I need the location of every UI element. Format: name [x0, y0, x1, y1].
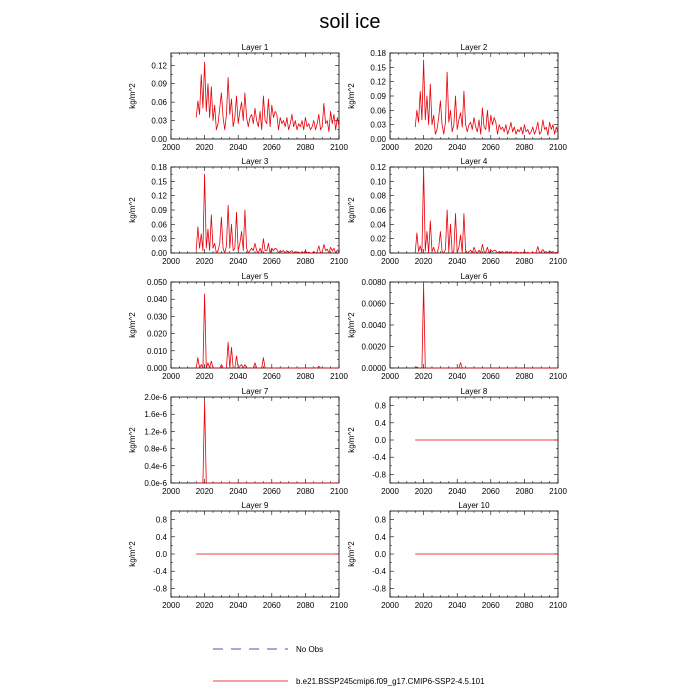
y-tick-label: 2.0e-6 — [144, 393, 167, 402]
y-axis-label: kg/m^2 — [347, 541, 356, 567]
x-tick-label: 2080 — [515, 143, 534, 152]
x-tick-label: 2080 — [515, 487, 534, 496]
panel-title: Layer 10 — [458, 501, 490, 510]
y-tick-label: 0.15 — [151, 177, 167, 187]
x-tick-label: 2060 — [262, 143, 281, 152]
y-tick-label: 0.09 — [151, 79, 167, 89]
plot-frame — [171, 167, 339, 253]
y-tick-label: 0.18 — [370, 49, 386, 58]
y-tick-label: 0.00 — [370, 249, 386, 258]
x-tick-label: 2000 — [381, 143, 399, 152]
series-line-model — [415, 60, 558, 135]
x-tick-label: 2000 — [162, 257, 180, 266]
y-axis-label: kg/m^2 — [347, 312, 356, 338]
series-line-model — [196, 174, 339, 253]
x-tick-label: 2000 — [381, 372, 399, 381]
x-tick-label: 2000 — [162, 143, 180, 152]
legend-model-label: b.e21.BSSP245cmip6.f09_g17.CMIP6-SSP2-4.5.101 — [296, 677, 485, 686]
y-tick-label: 0.010 — [146, 346, 167, 356]
y-tick-label: 0.4e-6 — [144, 461, 167, 471]
x-tick-label: 2100 — [330, 143, 348, 152]
plot-frame — [171, 282, 339, 368]
y-tick-label: 0.00 — [151, 135, 167, 144]
x-tick-label: 2000 — [162, 487, 180, 496]
x-tick-label: 2080 — [296, 143, 315, 152]
y-tick-label: 0.04 — [370, 220, 386, 230]
panel-layer-2 — [347, 43, 567, 152]
x-tick-label: 2080 — [515, 257, 534, 266]
y-tick-label: 1.6e-6 — [144, 410, 167, 420]
y-tick-label: 0.06 — [370, 206, 386, 215]
x-tick-label: 2060 — [262, 487, 281, 496]
x-tick-label: 2040 — [229, 601, 248, 610]
x-tick-label: 2040 — [448, 143, 467, 152]
x-tick-label: 2040 — [448, 257, 467, 266]
y-tick-label: 0.4 — [374, 418, 386, 428]
y-tick-label: 0.8e-6 — [144, 444, 167, 454]
y-tick-label: 0.0060 — [361, 299, 386, 309]
y-tick-label: -0.4 — [153, 567, 167, 577]
y-axis-label: kg/m^2 — [347, 197, 356, 223]
panel-title: Layer 7 — [241, 387, 269, 396]
x-tick-label: 2060 — [481, 257, 500, 266]
y-tick-label: 0.06 — [370, 106, 386, 116]
x-tick-label: 2020 — [414, 487, 433, 496]
y-tick-label: 0.12 — [151, 191, 167, 201]
legend-obs-label: No Obs — [296, 645, 324, 654]
plot-frame — [171, 397, 339, 483]
x-tick-label: 2060 — [481, 601, 500, 610]
y-tick-label: 0.00 — [151, 249, 167, 258]
y-tick-label: 0.09 — [151, 206, 167, 215]
x-tick-label: 2040 — [229, 257, 248, 266]
x-tick-label: 2020 — [414, 143, 433, 152]
y-tick-label: 0.040 — [146, 295, 167, 305]
x-tick-label: 2040 — [448, 487, 467, 496]
panel-title: Layer 9 — [241, 501, 269, 510]
x-tick-label: 2020 — [195, 257, 214, 266]
y-tick-label: 0.050 — [146, 278, 167, 287]
figure-title: soil ice — [319, 11, 381, 33]
y-tick-label: 0.18 — [151, 163, 167, 172]
panel-title: Layer 6 — [460, 272, 488, 281]
series-line-model — [196, 401, 339, 483]
y-tick-label: 0.0 — [374, 436, 386, 445]
y-axis-label: kg/m^2 — [347, 83, 356, 109]
x-tick-label: 2060 — [262, 257, 281, 266]
y-tick-label: 0.020 — [146, 329, 167, 339]
x-tick-label: 2000 — [381, 257, 399, 266]
x-tick-label: 2100 — [549, 601, 567, 610]
y-tick-label: 0.06 — [151, 220, 167, 230]
x-tick-label: 2060 — [481, 487, 500, 496]
x-tick-label: 2080 — [296, 257, 315, 266]
x-tick-label: 2100 — [330, 487, 348, 496]
x-tick-label: 2060 — [262, 372, 281, 381]
y-tick-label: 0.12 — [151, 61, 167, 71]
y-tick-label: 0.8 — [374, 401, 386, 411]
panel-layer-7 — [128, 387, 348, 496]
x-tick-label: 2040 — [448, 601, 467, 610]
x-tick-label: 2020 — [195, 601, 214, 610]
x-tick-label: 2080 — [515, 601, 534, 610]
panel-layer-5 — [128, 272, 348, 381]
panel-title: Layer 8 — [460, 387, 488, 396]
panel-title: Layer 2 — [460, 43, 488, 52]
x-tick-label: 2100 — [549, 487, 567, 496]
panel-layer-8 — [347, 387, 567, 496]
y-tick-label: 0.0e-6 — [144, 479, 167, 488]
y-tick-label: 0.0 — [374, 550, 386, 559]
y-tick-label: 0.8 — [374, 515, 386, 525]
y-tick-label: 0.10 — [370, 177, 386, 187]
y-axis-label: kg/m^2 — [347, 427, 356, 453]
x-tick-label: 2080 — [515, 372, 534, 381]
y-tick-label: -0.8 — [372, 584, 386, 594]
y-tick-label: 0.0 — [155, 550, 167, 559]
x-tick-label: 2040 — [229, 143, 248, 152]
x-tick-label: 2020 — [414, 372, 433, 381]
y-tick-label: 0.4 — [155, 532, 167, 542]
panel-title: Layer 5 — [241, 272, 269, 281]
y-tick-label: 0.03 — [151, 234, 167, 244]
series-line-model — [196, 62, 339, 131]
y-tick-label: 0.12 — [370, 163, 386, 172]
legend — [213, 645, 485, 686]
y-tick-label: 0.0020 — [361, 342, 386, 352]
x-tick-label: 2000 — [381, 487, 399, 496]
y-tick-label: -0.8 — [372, 470, 386, 480]
x-tick-label: 2100 — [330, 372, 348, 381]
x-tick-label: 2060 — [481, 372, 500, 381]
y-tick-label: 0.02 — [370, 234, 386, 244]
x-tick-label: 2100 — [549, 143, 567, 152]
y-tick-label: 0.000 — [146, 364, 167, 373]
x-tick-label: 2060 — [481, 143, 500, 152]
panel-title: Layer 1 — [241, 43, 269, 52]
panel-title: Layer 3 — [241, 157, 269, 166]
y-axis-label: kg/m^2 — [128, 427, 137, 453]
y-tick-label: -0.8 — [153, 584, 167, 594]
y-axis-label: kg/m^2 — [128, 197, 137, 223]
panel-layer-4 — [347, 157, 567, 266]
x-tick-label: 2000 — [162, 372, 180, 381]
y-tick-label: 1.2e-6 — [144, 427, 167, 437]
y-tick-label: 0.030 — [146, 312, 167, 322]
y-tick-label: 0.06 — [151, 98, 167, 108]
y-tick-label: 0.12 — [370, 77, 386, 87]
plot-frame — [390, 282, 558, 368]
y-tick-label: 0.0000 — [361, 364, 386, 373]
x-tick-label: 2040 — [229, 372, 248, 381]
y-tick-label: 0.0040 — [361, 321, 386, 330]
x-tick-label: 2080 — [296, 601, 315, 610]
plot-frame — [390, 167, 558, 253]
panel-title: Layer 4 — [460, 157, 488, 166]
y-tick-label: -0.4 — [372, 567, 386, 577]
y-tick-label: 0.03 — [370, 120, 386, 130]
y-tick-label: 0.08 — [370, 191, 386, 201]
x-tick-label: 2020 — [195, 372, 214, 381]
y-tick-label: 0.00 — [370, 135, 386, 144]
y-axis-label: kg/m^2 — [128, 83, 137, 109]
y-tick-label: 0.09 — [370, 92, 386, 101]
x-tick-label: 2020 — [414, 257, 433, 266]
x-tick-label: 2100 — [330, 601, 348, 610]
x-tick-label: 2040 — [448, 372, 467, 381]
x-tick-label: 2000 — [162, 601, 180, 610]
y-tick-label: -0.4 — [372, 453, 386, 463]
x-tick-label: 2040 — [229, 487, 248, 496]
series-line-model — [415, 285, 558, 368]
y-tick-label: 0.8 — [155, 515, 167, 525]
x-tick-label: 2080 — [296, 487, 315, 496]
panel-layer-3 — [128, 157, 348, 266]
panel-layer-6 — [347, 272, 567, 381]
panel-layer-10 — [347, 501, 567, 610]
x-tick-label: 2080 — [296, 372, 315, 381]
x-tick-label: 2100 — [549, 372, 567, 381]
x-tick-label: 2060 — [262, 601, 281, 610]
x-tick-label: 2020 — [195, 143, 214, 152]
x-tick-label: 2100 — [549, 257, 567, 266]
plot-frame — [171, 53, 339, 139]
series-line-model — [196, 294, 339, 368]
y-tick-label: 0.0080 — [361, 278, 386, 287]
x-tick-label: 2020 — [195, 487, 214, 496]
panel-layer-1 — [128, 43, 348, 152]
panel-grid — [128, 43, 567, 610]
panel-layer-9 — [128, 501, 348, 610]
x-tick-label: 2100 — [330, 257, 348, 266]
y-tick-label: 0.4 — [374, 532, 386, 542]
x-tick-label: 2000 — [381, 601, 399, 610]
y-tick-label: 0.03 — [151, 116, 167, 126]
series-line-model — [415, 168, 558, 253]
y-axis-label: kg/m^2 — [128, 312, 137, 338]
x-tick-label: 2020 — [414, 601, 433, 610]
y-axis-label: kg/m^2 — [128, 541, 137, 567]
y-tick-label: 0.15 — [370, 63, 386, 73]
